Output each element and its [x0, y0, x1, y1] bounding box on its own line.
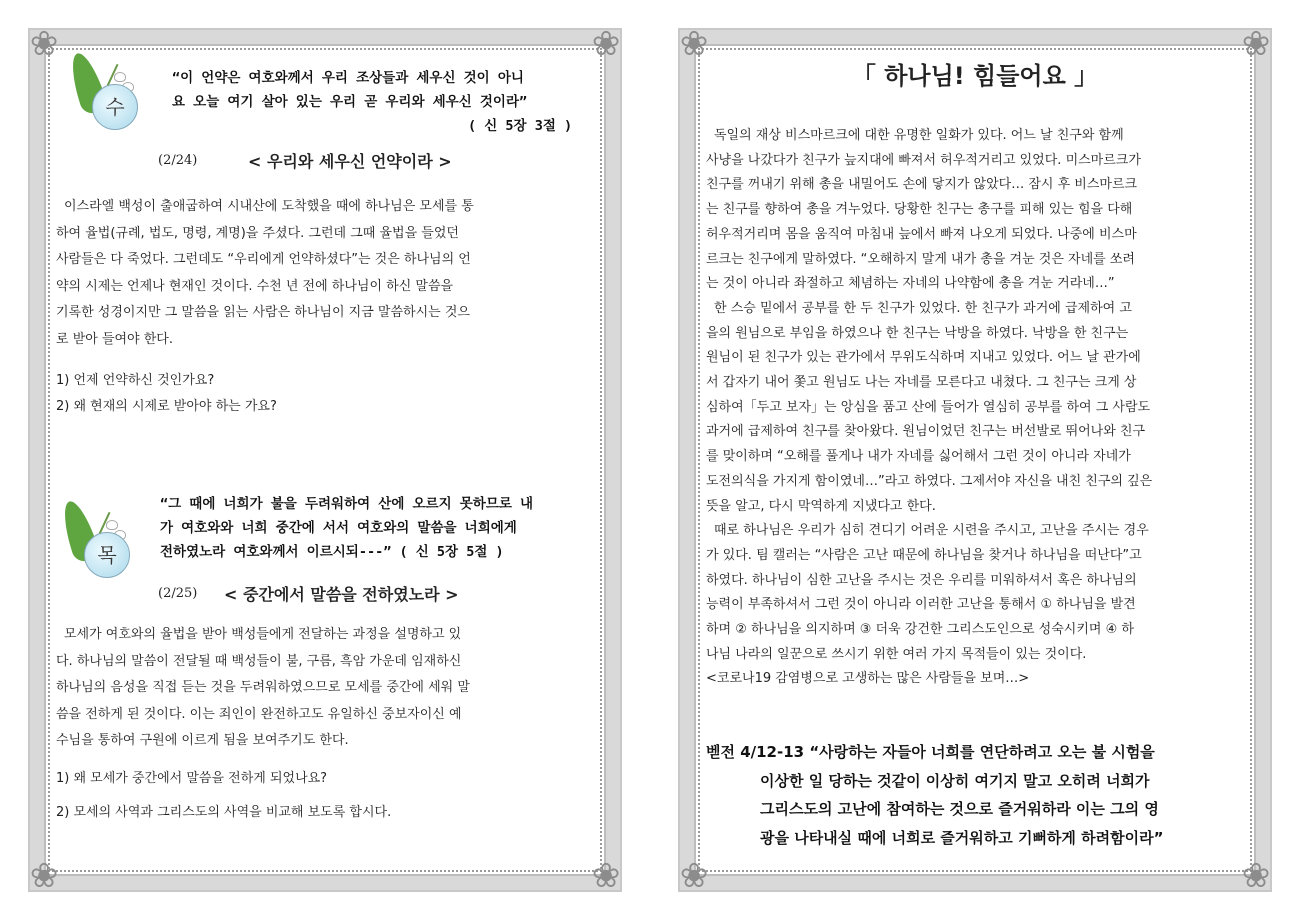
question-list — [56, 762, 391, 830]
body-line: 원님이 된 친구가 있는 관가에서 무위도식하며 지내고 있었다. 어느 날 관가에 — [706, 350, 1141, 366]
body-line: 도전의식을 가지게 함이였네…”라고 하였다. 그제서야 자신을 내친 친구의 깊은 — [706, 473, 1153, 489]
question-item: 2) 모세의 사역과 그리스도의 사역을 비교해 보도록 합시다. — [56, 805, 392, 820]
verse-line: 그리스도의 고난에 참여하는 것으로 즐거워하라 이는 그의 영 — [760, 800, 1159, 818]
body-line: 르크는 친구에게 말하였다. “오해하지 말게 내가 총을 겨눈 것은 자네를 쏘려 — [706, 251, 1135, 267]
day-label: 목 — [84, 532, 130, 578]
section-body — [56, 622, 596, 755]
flower-ornament-icon: ❀ — [29, 856, 59, 896]
question-item: 2) 왜 현재의 시제로 받아야 하는 가요? — [56, 399, 277, 414]
body-line: 서 갑자기 내어 쫓고 원님도 나는 자네를 모른다고 내쳤다. 그 친구는 크게 상 — [706, 375, 1137, 391]
flower-ornament-icon: ❀ — [679, 856, 709, 896]
body-line: 때로 하나님은 우리가 심히 견디기 어려운 시련을 주시고, 고난을 주시는 경우 — [714, 523, 1149, 539]
right-page — [679, 24, 1271, 896]
flower-ornament-icon: ❀ — [591, 24, 621, 64]
body-line: 가 있다. 팀 캘러는 “사람은 고난 때문에 하나님을 찾거나 하나님을 떠난다”고 — [706, 547, 1142, 563]
left-page — [29, 24, 621, 896]
flower-ornament-icon: ❀ — [591, 856, 621, 896]
body-line: 수님을 통하여 구원에 이르게 됨을 보여주기도 한다. — [56, 733, 349, 748]
scripture-quote — [172, 66, 602, 138]
body-line: 기록한 성경이지만 그 말씀을 읽는 사람은 하나님이 지금 말씀하시는 것으 — [56, 305, 470, 320]
date-label: (2/25) — [158, 586, 198, 601]
date-label: (2/24) — [158, 153, 198, 168]
body-line: 심하여「두고 보자」는 앙심을 품고 산에 들어가 열심히 공부를 하여 그 사람도 — [706, 399, 1151, 415]
body-line: 사람들은 다 죽었다. 그런데도 “우리에게 언약하셨다”는 것은 하나님의 언 — [56, 252, 471, 267]
body-line: 한 스승 밑에서 공부를 한 두 친구가 있었다. 한 친구가 과거에 급제하여 고 — [714, 300, 1132, 316]
body-line: 하여 율법(규례, 법도, 명령, 계명)을 주셨다. 그런데 그때 율법을 들었던 — [56, 225, 459, 241]
body-line: 을의 원님으로 부임을 하였으나 한 친구는 낙방을 하였다. 낙방을 한 친구는 — [706, 325, 1129, 341]
question-item: 1) 언제 언약하신 것인가요? — [56, 373, 215, 388]
flower-ornament-icon: ❀ — [679, 24, 709, 64]
body-line: 나님 나라의 일꾼으로 쓰시기 위한 여러 가지 목적들이 있는 것이다. — [706, 646, 1087, 662]
lily-badge-icon — [70, 52, 140, 137]
body-line: 하며 ② 하나님을 의지하며 ③ 더욱 강건한 그리스도인으로 성숙시키며 ④ 하 — [706, 622, 1134, 638]
verse-line: 광을 나타내실 때에 너희로 즐거워하고 기뻐하게 하려함이라” — [760, 828, 1164, 847]
flower-ornament-icon: ❀ — [29, 24, 59, 64]
body-line: 하였다. 하나님이 심한 고난을 주시는 것은 우리를 미워하셔서 혹은 하나님의 — [706, 572, 1137, 588]
lily-badge-icon — [62, 500, 132, 585]
day-label: 수 — [92, 84, 138, 130]
section-title: < 우리와 세우신 언약이라 > — [248, 152, 452, 171]
body-line: 로 받아 들여야 한다. — [56, 331, 173, 347]
body-line: <코로나19 감염병으로 고생하는 많은 사람들을 보며…> — [706, 671, 1030, 687]
quote-line: 가 여호와와 너희 중간에 서서 여호와의 말씀을 너희에게 — [160, 520, 517, 536]
flower-ornament-icon: ❀ — [1241, 856, 1271, 896]
body-line: 친구를 꺼내기 위해 총을 내밀어도 손에 닿지가 않았다… 잠시 후 비스마르크 — [706, 177, 1138, 193]
body-line: 다. 하나님의 말씀이 전달될 때 백성들이 불, 구름, 흑암 가운데 임재하신 — [56, 653, 462, 669]
body-line: 는 친구를 향하여 총을 겨누었다. 당황한 친구는 총구를 피해 있는 힘을 다해 — [706, 202, 1133, 218]
body-line: 를 맞이하며 “오해를 풀게나 내가 자네를 싫어해서 그런 것이 아니라 자네가 — [706, 449, 1131, 465]
body-line: 모세가 여호와의 율법을 받아 백성들에게 전달하는 과정을 설명하고 있 — [64, 627, 462, 642]
flower-ornament-icon: ❀ — [1241, 24, 1271, 64]
scripture-reference: ( 신 5장 3절 ) — [468, 118, 573, 134]
section-title: < 중간에서 말씀을 전하였노라 > — [224, 585, 459, 604]
body-line: 허우적거리며 몸을 움직여 마침내 늪에서 빠져 나오게 되었다. 나중에 비스마 — [706, 226, 1137, 242]
verse-line: 이상한 일 당하는 것같이 이상히 여기지 말고 오히려 너희가 — [760, 771, 1150, 790]
body-line: 하나님의 음성을 직접 듣는 것을 두려워하였으므로 모세를 중간에 세워 말 — [56, 680, 470, 695]
question-item: 1) 왜 모세가 중간에서 말씀을 전하게 되었나요? — [56, 771, 328, 786]
quote-line: 요 오늘 여기 살아 있는 우리 곧 우리와 세우신 것이라” — [172, 94, 528, 110]
page-title: 「 하나님! 힘들어요 」 — [851, 62, 1099, 90]
body-line: 이스라엘 백성이 출애굽하여 시내산에 도착했을 때에 하나님은 모세를 통 — [64, 199, 474, 214]
body-line: 사냥을 나갔다가 친구가 늪지대에 빠져서 허우적거리고 있었다. 미스마르크가 — [706, 152, 1141, 168]
question-list — [56, 368, 277, 420]
quote-line: “그 때에 너희가 불을 두려워하여 산에 오르지 못하므로 내 — [160, 496, 534, 512]
body-line: 과거에 급제하여 친구를 찾아왔다. 원님이었던 친구는 버선발로 뛰어나와 친구 — [706, 424, 1146, 440]
body-line: 독일의 재상 비스마르크에 대한 유명한 일화가 있다. 어느 날 친구와 함께 — [714, 128, 1124, 143]
body-line: 약의 시제는 언제나 현재인 것이다. 수천 년 전에 하나님이 하신 말씀을 — [56, 278, 454, 294]
body-line: 뜻을 알고, 다시 막역하게 지냈다고 한다. — [706, 498, 936, 514]
body-line: 씀을 전하게 된 것이다. 이는 죄인이 완전하고도 유일하신 중보자이신 예 — [56, 706, 462, 722]
scripture-verse — [706, 738, 1256, 852]
quote-line: “이 언약은 여호와께서 우리 조상들과 세우신 것이 아니 — [172, 70, 524, 86]
body-line: 는 것이 아니라 좌절하고 체념하는 자네의 나약함에 총을 겨눈 거라네…” — [706, 276, 1115, 292]
scripture-quote — [160, 492, 600, 564]
verse-line: 벧전 4/12-13 “사랑하는 자들아 너희를 연단하려고 오는 불 시험을 — [706, 743, 1155, 761]
section-body — [56, 194, 596, 353]
body-line: 능력이 부족하셔서 그런 것이 아니라 이러한 고난을 통해서 ① 하나님을 발견 — [706, 597, 1136, 613]
quote-line: 전하였노라 여호와께서 이르시되---” ( 신 5장 5절 ) — [160, 544, 504, 560]
essay-body — [706, 124, 1246, 692]
